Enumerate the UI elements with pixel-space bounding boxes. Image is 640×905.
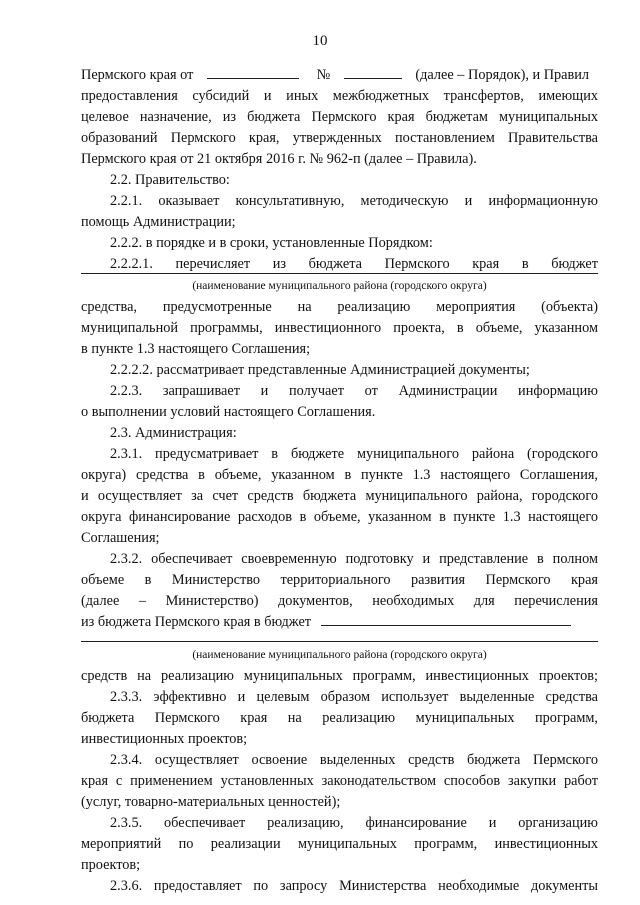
paragraph-line: 2.2.2.2. рассматривает представленные Администрацией документы;: [110, 362, 530, 378]
paragraph-line: [81, 612, 598, 632]
field-caption: (наименование муниципального района (городского округа): [192, 649, 487, 661]
text-fragment: Пермского края от: [81, 67, 194, 83]
paragraph-line: объеме в Министерство территориального развития Пермского края: [81, 572, 598, 588]
paragraph-line: 2.3.6. предоставляет по запросу Министерства необходимые документы: [110, 878, 598, 894]
fill-in-line: [81, 641, 598, 642]
paragraph-line: округа) средства в объеме, указанном в пункте 1.3 настоящего Соглашения,: [81, 467, 598, 483]
paragraph-line: в пункте 1.3 настоящего Соглашения;: [81, 341, 311, 357]
paragraph-line: 2.3.3. эффективно и целевым образом использует выделенные средства: [110, 689, 598, 705]
paragraph-line: целевое назначение, из бюджета Пермского края бюджетам муниципальных: [81, 109, 598, 125]
paragraph-line: 2.2.2. в порядке и в сроки, установленные Порядком:: [110, 235, 433, 251]
paragraph-line: 2.3.4. осуществляет освоение выделенных средств бюджета Пермского: [110, 752, 598, 768]
paragraph-line: (услуг, товарно-материальных ценностей);: [81, 794, 341, 810]
section-heading: 2.2. Правительство:: [110, 172, 230, 188]
paragraph-line: 2.3.1. предусматривает в бюджете муниципального района (городского: [110, 446, 598, 462]
paragraph-line: средств на реализацию муниципальных программ, инвестиционных проектов;: [81, 668, 598, 684]
blank-field: [207, 65, 299, 79]
number-sign: №: [316, 67, 331, 83]
paragraph-line: образований Пермского края, утвержденных постановлением Правительства: [81, 130, 598, 146]
text-fragment: из бюджета Пермского края в бюджет: [81, 614, 312, 630]
fill-in-line: [81, 273, 598, 274]
blank-field: [321, 612, 571, 626]
paragraph-line: бюджета Пермского края на реализацию муниципальных программ,: [81, 710, 598, 726]
paragraph-line: края с применением установленных законодательством способов закупки работ: [81, 773, 598, 789]
paragraph-line: муниципальной программы, инвестиционного проекта, в объеме, указанном: [81, 320, 598, 336]
paragraph-line: мероприятий по реализации муниципальных программ, инвестиционных: [81, 836, 598, 852]
paragraph-line: 2.3.5. обеспечивает реализацию, финансирование и организацию: [110, 815, 598, 831]
paragraph-line: Пермского края от 21 октября 2016 г. № 962-п (далее – Правила).: [81, 151, 477, 167]
paragraph-line: проектов;: [81, 857, 141, 873]
paragraph-line: о выполнении условий настоящего Соглашения.: [81, 404, 376, 420]
section-heading: 2.3. Администрация:: [110, 425, 237, 441]
paragraph-line: округа финансирование расходов в объеме, указанном в пункте 1.3 настоящего: [81, 509, 598, 525]
paragraph-line: [81, 65, 598, 85]
page-number: 10: [312, 33, 328, 49]
paragraph-line: предоставления субсидий и иных межбюджетных трансфертов, имеющих: [81, 88, 598, 104]
blank-field: [344, 65, 402, 79]
paragraph-line: и осуществляет за счет средств бюджета муниципального района, городского: [81, 488, 598, 504]
paragraph-line: 2.2.1. оказывает консультативную, методическую и информационную: [110, 193, 598, 209]
paragraph-line: Соглашения;: [81, 530, 160, 546]
paragraph-line: инвестиционных проектов;: [81, 731, 248, 747]
text-fragment: (далее – Порядок), и Правил: [415, 67, 590, 83]
paragraph-line: 2.2.2.1. перечисляет из бюджета Пермского края в бюджет: [110, 256, 598, 272]
paragraph-line: средства, предусмотренные на реализацию мероприятия (объекта): [81, 299, 598, 315]
field-caption: (наименование муниципального района (городского округа): [192, 280, 487, 292]
paragraph-line: 2.2.3. запрашивает и получает от Администрации информацию: [110, 383, 598, 399]
paragraph-line: помощь Администрации;: [81, 214, 236, 230]
paragraph-line: 2.3.2. обеспечивает своевременную подготовку и представление в полном: [110, 551, 598, 567]
paragraph-line: (далее – Министерство) документов, необходимых для перечисления: [81, 593, 598, 609]
